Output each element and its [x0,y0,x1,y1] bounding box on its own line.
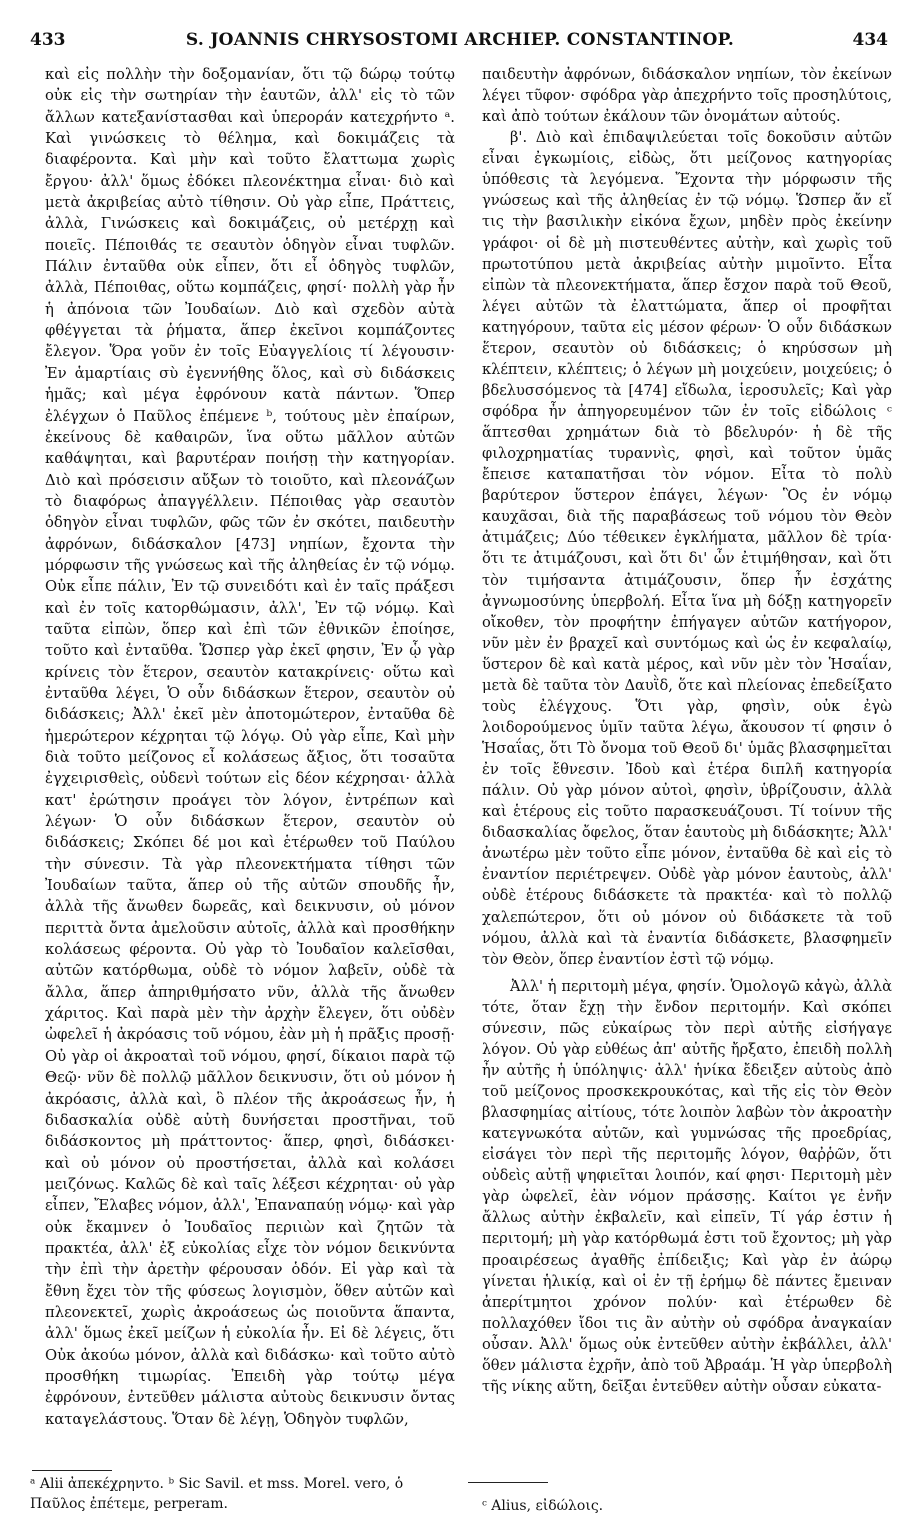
right-paragraph-3: Ἀλλ' ἡ περιτομὴ μέγα, φησίν. Ὁμολογῶ κἀγὼ, ἀλλὰ τότε, ὅταν ἔχῃ τὴν ἔνδον περιτομήν. Καὶ σκόπει σύνεσιν, πῶς εὐκαίρως τὸν περὶ αὐτῆς εἰσήγαγε λόγον. Οὐ γὰρ εὐθέως ἀπ' αὐτῆς ἤρξατο, ἐπειδὴ πολλὴ ἦν αὐτῆς ἡ ὑπόληψις· ἀλλ' ἡνίκα ἔδειξεν αὐτοὺς ἀπὸ τοῦ μείζονος προσκεκρουκότας, καὶ τῆς εἰς τὸν Θεὸν βλασφημίας αἰτίους, τότε λοιπὸν λαβὼν τὸν ἀκροατὴν κατεγνωκότα αὐτῶν, καὶ γυμνώσας τῆς προεδρίας, εἰσάγει τὸν περὶ τῆς περιτομῆς λόγον, θαῤῥῶν, ὅτι οὐδεὶς αὐτῇ ψηφιεῖται λοιπόν, καί φησι· Περιτομὴ μὲν γὰρ ὠφελεῖ, ἐὰν νόμον πράσσῃς. Καίτοι γε ἐνῆν ἄλλως αὐτὴν ἐκβαλεῖν, καὶ εἰπεῖν, Τί γάρ ἐστιν ἡ περιτομή; μὴ γὰρ κατόρθωμά ἐστι τοῦ ἔχοντος; μὴ γὰρ προαιρέσεως ἀγαθῆς ἐπίδειξις; Καὶ γὰρ ἐν ἀώρῳ γίνεται ἡλικίᾳ, καὶ οἱ ἐν τῇ ἐρήμῳ δὲ πάντες ἔμειναν ἀπερίτμητοι χρόνον πολύν· καὶ ἑτέρωθεν δὲ πολλαχόθεν ἴδοι τις ἂν αὐτὴν οὐ σφόδρα ἀναγκαίαν οὖσαν. Ἀλλ' ὅμως οὐκ ἐντεῦθεν αὐτὴν ἐκβάλλει, ἀλλ' ὅθεν μάλιστα ἐχρῆν, ἀπὸ τοῦ Ἀβραάμ. Ἡ γὰρ ὑπερβολὴ τῆς νίκης αὕτη, δεῖξαι ἐντεῦθεν αὐτὴν οὖσαν εὐκατα- [482,977,892,1395]
footnotes-right: ᶜ Alius, εἰδώλοις. [482,1498,604,1514]
page-number-left: 433 [30,30,66,50]
right-paragraph-2: β'. Διὸ καὶ ἐπιδαψιλεύεται τοῖς δοκοῦσιν αὐτῶν εἶναι ἐγκωμίοις, εἰδὼς, ὅτι μείζονος κατηγορίας ὑπόθεσις τὰ λεγόμενα. Ἔχοντα τὴν μόρφωσιν τῆς γνώσεως καὶ τῆς ἀληθείας ἐν τῷ νόμῳ. Ὥσπερ ἄν εἴ τις τὴν βασιλικὴν εἰκόνα ἔχων, μηδὲν πρὸς ἐκείνην γράφοι· οἱ δὲ μὴ πιστευθέντες αὐτὴν, καὶ χωρὶς τοῦ πρωτοτύπου μετὰ ἀκριβείας αὐτὴν μιμοῖντο. Εἶτα εἰπὼν τὰ πλεονεκτήματα, ἅπερ ἔσχον παρὰ τοῦ Θεοῦ, λέγει αὐτῶν τὰ ἐλαττώματα, ἅπερ οἱ προφῆται κατηγόρουν, ταῦτα εἰς μέσον φέρων· Ὁ οὖν διδάσκων ἕτερον, σεαυτὸν οὐ διδάσκεις; ὁ κηρύσσων μὴ κλέπτειν, κλέπτεις; ὁ λέγων μὴ μοιχεύειν, μοιχεύεις; ὁ βδελυσσόμενος τὰ [474] εἴδωλα, ἱεροσυλεῖς; Καὶ γὰρ σφόδρα ἦν ἀπηγορευμένον τῶν ἐν τοῖς εἰδώλοις ᶜ ἅπτεσθαι χρημάτων διὰ τὸ βδελυρόν· ἡ δὲ τῆς φιλοχρηματίας τυραννὶς, φησὶ, καὶ τοῦτον ὑμᾶς ἔπεισε καταπατῆσαι τὸν νόμον. Εἶτα τὸ πολὺ βαρύτερον ὕστερον ἐπάγει, λέγων· Ὃς ἐν νόμῳ καυχᾶσαι, διὰ τῆς παραβάσεως τοῦ νόμου τὸν Θεὸν ἀτιμάζεις; Δύο τέθεικεν ἐγκλήματα, μᾶλλον δὲ τρία· ὅτι τε ἀτιμάζουσι, καὶ ὅτι δι' ὧν ἐτιμήθησαν, καὶ ὅτι τὸν τιμήσαντα ἀτιμάζουσιν, ὅπερ ἦν ἐσχάτης ἀγνωμοσύνης ὑπερβολή. Εἶτα ἵνα μὴ δόξῃ κατηγορεῖν οἴκοθεν, τὸν προφήτην ἐπήγαγεν αὐτῶν κατήγορον, νῦν μὲν ἐν βραχεῖ καὶ συντόμως καὶ ὡς ἐν κεφαλαίῳ, ὕστερον δὲ καὶ κατὰ μέρος, καὶ νῦν μὲν τὸν Ἡσαΐαν, μετὰ δὲ ταῦτα τὸν Δαυῒδ, ὅτε καὶ πλείονας ἐπεδείξατο τοὺς ἐλέγχους. Ὅτι γὰρ, φησὶν, οὐκ ἐγὼ λοιδορούμενος ὑμῖν ταῦτα λέγω, ἄκουσον τί φησιν ὁ Ἡσαΐας, ὅτι Τὸ ὄνομα τοῦ Θεοῦ δι' ὑμᾶς βλασφημεῖται ἐν τοῖς ἔθνεσιν. Ἰδοὺ καὶ ἑτέρα διπλῆ κατηγορία πάλιν. Οὐ γὰρ μόνον αὐτοὶ, φησὶν, ὑβρίζουσιν, ἀλλὰ καὶ ἑτέρους εἰς τοῦτο παρασκευάζουσι. Τί τοίνυν τῆς διδασκαλίας ὄφελος, ὅταν ἑαυτοὺς μὴ διδάσκητε; Ἀλλ' ἀνωτέρω μὲν τοῦτο εἶπε μόνον, ἐνταῦθα δὲ καὶ εἰς τὸ ἐναντίον περιέτρεψεν. Οὐδὲ γὰρ μόνον ἑαυτοὺς, ἀλλ' οὐδὲ ἑτέρους διδάσκετε τὰ πρακτέα· καὶ τὸ πολλῷ χαλεπώτερον, ὅτι οὐ μόνον οὐ διδάσκετε τὰ τοῦ νόμου, ἀλλὰ καὶ τὰ ἐναντία διδάσκετε, βλασφημεῖν τὸν Θεὸν, ὅπερ ἐναντίον ἐστὶ τῷ νόμῳ. [482,129,892,968]
right-column [482,64,892,1464]
footnote-rule-right [468,1482,548,1483]
running-header [0,30,920,60]
left-column [45,64,455,1464]
footnote-rule-left [32,1470,112,1471]
left-paragraph: καὶ εἰς πολλὴν τὴν δοξομανίαν, ὅτι τῷ δώρῳ τούτῳ οὐκ εἰς τὴν σωτηρίαν τὴν ἑαυτῶν, ἀλλ' εἰς τὸ τῶν ἄλλων κατεξανίστασθαι καὶ ὑπεροράν κατεχρήντο ᵃ. Καὶ γινώσκεις τὸ θέλημα, καὶ δοκιμάζεις τὰ διαφέροντα. Καὶ μὴν καὶ τοῦτο ἔλαττωμα χωρὶς ἔργου· ἀλλ' ὅμως ἐδόκει πλεονέκτημα εἶναι· διὸ καὶ μετὰ ἀκριβείας αὐτὸ τίθησιν. Οὐ γὰρ εἶπε, Πράττεις, ἀλλὰ, Γινώσκεις καὶ δοκιμάζεις, οὐ μετέρχῃ καὶ ποιεῖς. Πέποιθάς τε σεαυτὸν ὁδηγὸν εἶναι τυφλῶν. Πάλιν ἐνταῦθα οὐκ εἶπεν, ὅτι εἶ ὁδηγὸς τυφλῶν, ἀλλὰ, Πέποιθας, οὕτω κομπάζεις, φησί· πολλὴ γὰρ ἦν ἡ ἀπόνοια τῶν Ἰουδαίων. Διὸ καὶ σχεδὸν αὐτὰ φθέγγεται τὰ ῥήματα, ἅπερ ἐκεῖνοι κομπάζοντες ἔλεγον. Ὅρα γοῦν ἐν τοῖς Εὐαγγελίοις τί λέγουσιν· Ἐν ἁμαρτίαις σὺ ἐγεννήθης ὅλος, καὶ σὺ διδάσκεις ἡμᾶς; καὶ μέγα ἐφρόνουν κατὰ πάντων. Ὅπερ ἐλέγχων ὁ Παῦλος ἐπέμενε ᵇ, τούτους μὲν ἐπαίρων, ἐκείνους δὲ καθαιρῶν, ἵνα οὕτω μᾶλλον αὐτῶν καθάψηται, καὶ βαρυτέραν ποιήσῃ τὴν κατηγορίαν. Διὸ καὶ πρόσεισιν αὔξων τὸ τοιοῦτο, καὶ πλεονάζων τὸ διαφόρως ἀπαγγέλλειν. Πέποιθας γὰρ σεαυτὸν ὁδηγὸν εἶναι τυφλῶν, φῶς τῶν ἐν σκότει, παιδευτὴν ἀφρόνων, διδάσκαλον [473] νηπίων, ἔχοντα τὴν μόρφωσιν τῆς γνώσεως καὶ τῆς ἀληθείας ἐν τῷ νόμῳ. Οὐκ εἶπε πάλιν, Ἐν τῷ συνειδότι καὶ ἐν ταῖς πράξεσι καὶ ἐν τοῖς κατορθώμασιν, ἀλλ', Ἐν τῷ νόμῳ. Καὶ ταῦτα εἰπὼν, ὅπερ καὶ ἐπὶ τῶν ἐθνικῶν ἐποίησε, τοῦτο καὶ ἐνταῦθα. Ὥσπερ γὰρ ἐκεῖ φησιν, Ἐν ᾧ γὰρ κρίνεις τὸν ἕτερον, σεαυτὸν κατακρίνεις· οὕτω καὶ ἐνταῦθα λέγει, Ὁ οὖν διδάσκων ἕτερον, σεαυτὸν οὐ διδάσκεις; Ἀλλ' ἐκεῖ μὲν ἀποτομώτερον, ἐνταῦθα δὲ ἡμερώτερον κέχρηται τῷ λόγῳ. Οὐ γὰρ εἶπε, Καὶ μὴν διὰ τοῦτο μείζονος εἶ κολάσεως ἄξιος, ὅτι τοσαῦτα ἐγχειρισθεὶς, οὐδενὶ τούτων εἰς δέον κέχρησαι· ἀλλὰ κατ' ἐρώτησιν προάγει τὸν λόγον, ἐντρέπων καὶ λέγων· Ὁ οὖν διδάσκων ἕτερον, σεαυτὸν οὐ διδάσκεις; Σκόπει δέ μοι καὶ ἑτέρωθεν τοῦ Παύλου τὴν σύνεσιν. Τὰ γὰρ πλεονεκτήματα τίθησι τῶν Ἰουδαίων ταῦτα, ἅπερ οὐ τῆς αὐτῶν σπουδῆς ἦν, ἀλλὰ τῆς ἄνωθεν δωρεᾶς, καὶ δεικνυσιν, οὐ μόνον περιττὰ ὄντα ἀμελοῦσιν αὐτοῖς, ἀλλὰ καὶ προσθήκην κολάσεως φέροντα. Οὐ γὰρ τὸ Ἰουδαῖον καλεῖσθαι, αὐτῶν κατόρθωμα, οὐδὲ τὸ νόμον λαβεῖν, οὐδὲ τὰ ἄλλα, ἅπερ ἀπηριθμήσατο νῦν, ἀλλὰ τῆς ἄνωθεν χάριτος. Καὶ παρὰ μὲν τὴν ἀρχὴν ἔλεγεν, ὅτι οὐδὲν ὠφελεῖ ἡ ἀκρόασις τοῦ νόμου, ἐὰν μὴ ἡ πρᾶξις προσῇ· Οὐ γὰρ οἱ ἀκροαταὶ τοῦ νόμου, φησί, δίκαιοι παρὰ τῷ Θεῷ· νῦν δὲ πολλῷ μᾶλλον δεικνυσιν, ὅτι οὐ μόνον ἡ ἀκρόασις, ἀλλὰ καὶ, ὃ πλέον τῆς ἀκροάσεως ἦν, ἡ διδασκαλία οὐδὲ αὐτὴ δυνήσεται προστῆναι, τοῦ διδάσκοντος μὴ πράττοντος· ἅπερ, φησὶ, διδάσκει· καὶ οὐ μόνον οὐ προστήσεται, ἀλλὰ καὶ κολάσει μειζόνως. Καλῶς δὲ καὶ ταῖς λέξεσι κέχρηται· οὐ γὰρ εἶπεν, Ἔλαβες νόμον, ἀλλ', Ἐπαναπαύῃ νόμῳ· καὶ γὰρ οὐκ ἔκαμνεν ὁ Ἰουδαῖος περιιὼν καὶ ζητῶν τὰ πρακτέα, ἀλλ' ἐξ εὐκολίας εἶχε τὸν νόμον δεικνύντα τὴν ἐπὶ τὴν ἀρετὴν φέρουσαν ὁδόν. Εἰ γὰρ καὶ τὰ ἔθνη ἔχει τὸν τῆς φύσεως λογισμὸν, ὅθεν αὐτῶν καὶ πλεονεκτεῖ, χωρὶς ἀκροάσεως ὡς ποιοῦντα ἅπαντα, ἀλλ' ὅμως ἐκεῖ μείζων ἡ εὐκολία ἦν. Εἰ δὲ λέγεις, ὅτι Οὐκ ἀκούω μόνον, ἀλλὰ καὶ διδάσκω· καὶ τοῦτο αὐτὸ προσθήκη τιμωρίας. Ἐπειδὴ γὰρ τούτῳ μέγα ἐφρόνουν, ἐντεῦθεν μάλιστα αὐτοὺς δεικνυσιν ὄντας καταγελάστους. Ὅταν δὲ λέγῃ, Ὁδηγὸν τυφλῶν, [45,66,455,1428]
footnotes-left: ᵃ Alii ἀπεκέχρηντο. ᵇ Sic Savil. et mss. Morel. vero, ὁ Παῦλος ἐπέτεμε, perperam. [30,1476,404,1512]
running-title: S. JOANNIS CHRYSOSTOMI ARCHIEP. CONSTANTINOP. [185,30,735,50]
right-paragraph-1: παιδευτὴν ἀφρόνων, διδάσκαλον νηπίων, τὸν ἐκείνων λέγει τῦφον· σφόδρα γὰρ ἀπεχρήντο τοῖς προσηλύτοις, καὶ ἀπὸ τούτων ἐκάλουν τῶν ὀνομάτων αὐτούς. [482,66,892,126]
page-number-right: 434 [852,30,888,50]
